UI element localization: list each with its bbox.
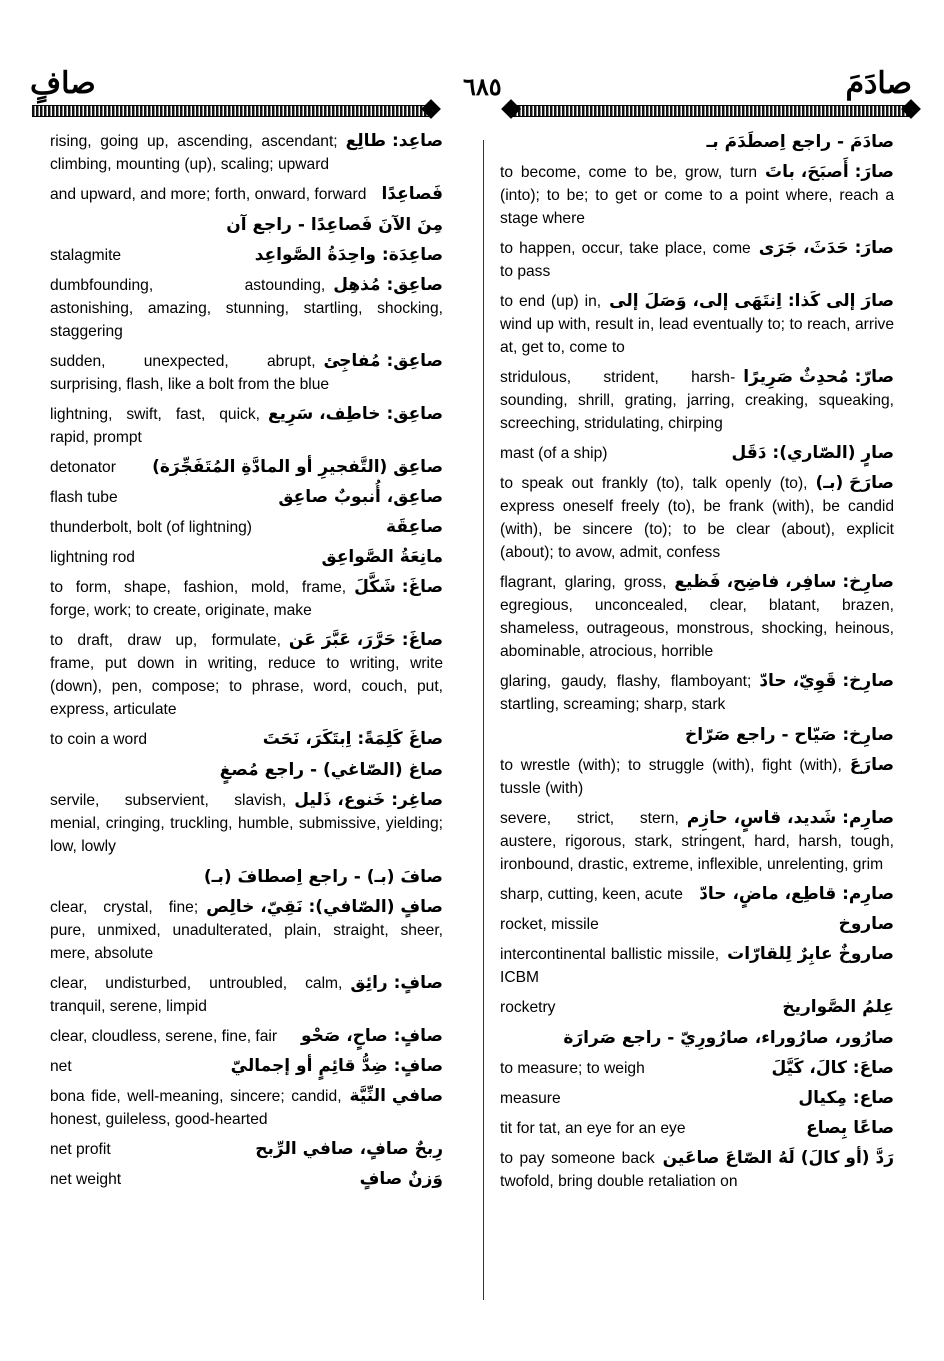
arabic-headword: صارِم: قاطِع، ماضٍ، حادّ <box>699 884 894 904</box>
arabic-headword: رِبحٌ صافٍ، صافي الرِّبح <box>255 1139 443 1159</box>
dictionary-entry <box>500 472 894 564</box>
dictionary-entry <box>500 161 894 230</box>
dictionary-entry <box>50 896 443 965</box>
english-definition: mast (of a ship) <box>500 445 608 462</box>
english-definition: to measure; to weigh <box>500 1060 645 1077</box>
arabic-headword: صاغَ: حَرَّرَ، عَبَّرَ عَن <box>288 630 443 650</box>
english-definition: severe, strict, stern, austere, rigorous, stark, stringent, hard, harsh, tough, ironbound, drastic, extreme, inflexible, unrelenting, grim <box>500 810 894 873</box>
english-definition: thunderbolt, bolt (of lightning) <box>50 519 252 536</box>
dictionary-entry <box>50 972 443 1018</box>
english-definition: to pay someone back twofold, bring double retaliation on <box>500 1150 738 1190</box>
arabic-headword: مانِعَةُ الصَّواعِق <box>321 547 443 567</box>
english-definition: measure <box>500 1090 561 1107</box>
dictionary-entry <box>50 274 443 343</box>
arabic-headword: صاعِق (التَّفجيرِ أو المادَّةِ المُتَفَجِّرَة) <box>152 457 443 477</box>
dictionary-entry <box>500 807 894 876</box>
english-definition: and upward, and more; forth, onward, forward <box>50 186 367 203</box>
dictionary-entry <box>50 1085 443 1131</box>
english-definition: flash tube <box>50 489 118 506</box>
dictionary-entry <box>500 290 894 359</box>
arabic-headword: صارٍ (الصّاري): دَقَل <box>731 443 894 463</box>
dictionary-entry <box>50 1168 443 1191</box>
english-definition: to happen, occur, take place, come to pass <box>500 240 751 280</box>
dictionary-entry <box>50 183 443 206</box>
arabic-headword: صافٍ: رائِق <box>350 973 443 993</box>
dictionary-entry <box>500 754 894 800</box>
dictionary-entry <box>50 456 443 479</box>
arabic-headword: صافٍ: صاحٍ، صَحْو <box>300 1026 443 1046</box>
arabic-headword: صارَحَ (بـ) <box>815 473 894 493</box>
header-rule-right <box>510 105 910 117</box>
arabic-headword: صارَ إلى كَذا: اِنتَهَى إلى، وَصَلَ إلى <box>609 291 894 311</box>
cross-reference: مِنَ الآنَ فَصاعِدًا - راجع آن <box>226 215 443 235</box>
arabic-headword: صاعًا بِصاع <box>806 1118 894 1138</box>
english-definition: net <box>50 1058 72 1075</box>
english-definition: stridulous, strident, harsh-sounding, shrill, grating, jarring, creaking, squeaking, screeching, stridulating, chirping <box>500 369 894 432</box>
dictionary-entry <box>50 403 443 449</box>
dictionary-entry <box>50 546 443 569</box>
arabic-headword: صاغَ: شَكَّلَ <box>354 577 443 597</box>
dictionary-entry <box>500 1147 894 1193</box>
dictionary-entry <box>500 442 894 465</box>
arabic-headword: صارِم: شَديد، قاسٍ، حازِم <box>686 808 894 828</box>
english-definition: clear, cloudless, serene, fine, fair <box>50 1028 278 1045</box>
cross-reference: صادَمَ - راجع اِصطَدَمَ بـ <box>706 132 894 152</box>
english-definition: tit for tat, an eye for an eye <box>500 1120 686 1137</box>
cross-reference: صاغ (الصّاغي) - راجع مُصغٍ <box>219 760 443 780</box>
arabic-headword: صاعِد: طالِع <box>345 131 443 151</box>
english-definition: net weight <box>50 1171 122 1188</box>
english-definition: flagrant, glaring, gross, egregious, unconcealed, clear, blatant, brazen, shameless, outrageous, monstrous, shocking, heinous, abominable, atrocious, horrible <box>500 574 894 660</box>
dictionary-entry <box>50 486 443 509</box>
dictionary-entry <box>50 516 443 539</box>
dictionary-entry <box>50 1138 443 1161</box>
english-definition: to wrestle (with); to struggle (with), fight (with), tussle (with) <box>500 757 842 797</box>
english-definition: to end (up) in, wind up with, result in, lead eventually to; to reach, arrive at, get to, come to <box>500 293 894 356</box>
arabic-headword: صاعِق، أُنبوبٌ صاعِق <box>278 487 443 507</box>
dictionary-entry <box>50 629 443 721</box>
english-definition: to become, come to be, grow, turn (into); to be; to get or come to a point where, reach a stage where <box>500 164 894 227</box>
arabic-headword: صاروخ <box>838 914 894 934</box>
cross-reference: صارُور، صارُوراء، صارُورِيّ - راجع صَرارَة <box>563 1028 894 1048</box>
cross-reference: صارِخ: صَيّاح - راجع صَرّاخ <box>685 725 894 745</box>
arabic-headword: صاغِر: خَنوع، ذَليل <box>294 790 443 810</box>
right-guide-word: صادَمَ <box>845 66 912 101</box>
english-definition: to form, shape, fashion, mold, frame, forge, work; to create, originate, make <box>50 579 347 619</box>
arabic-headword: صارّ: مُحدِثٌ صَرِيرًا <box>743 367 894 387</box>
dictionary-entry <box>500 996 894 1019</box>
arabic-headword: صاعَ: كالَ، كَيَّلَ <box>771 1058 894 1078</box>
left-column <box>50 130 443 1198</box>
dictionary-entry <box>50 244 443 267</box>
page-number: ٦٨٥ <box>463 72 502 101</box>
dictionary-entry <box>50 576 443 622</box>
english-definition: clear, crystal, fine; pure, unmixed, unadulterated, plain, straight, sheer, mere, absolute <box>50 899 443 962</box>
cross-reference: صافَ (بـ) - راجع اِصطافَ (بـ) <box>203 867 443 887</box>
arabic-headword: صاروخٌ عابِرٌ لِلقارّات <box>727 944 894 964</box>
english-definition: dumbfounding, astounding, astonishing, amazing, stunning, startling, shocking, staggering <box>50 277 443 340</box>
english-definition: sharp, cutting, keen, acute <box>500 886 683 903</box>
english-definition: clear, undisturbed, untroubled, calm, tranquil, serene, limpid <box>50 975 343 1015</box>
arabic-headword: صاعِقَة <box>386 517 443 537</box>
english-definition: glaring, gaudy, flashy, flamboyant; startling, screaming; sharp, stark <box>500 673 752 713</box>
dictionary-entry <box>500 1057 894 1080</box>
arabic-headword: صاعِق: خاطِف، سَرِيع <box>267 404 443 424</box>
header-rule-left <box>32 105 432 117</box>
dictionary-entry <box>50 130 443 176</box>
dictionary-entry <box>50 350 443 396</box>
english-definition: lightning, swift, fast, quick, rapid, prompt <box>50 406 260 446</box>
dictionary-entry <box>500 1117 894 1140</box>
dictionary-entry <box>50 728 443 751</box>
arabic-headword: صارَ: حَدَثَ، جَرَى <box>758 238 894 258</box>
dictionary-entry <box>500 883 894 906</box>
arabic-headword: صارَ: أَصبَحَ، باتَ <box>765 162 894 182</box>
page-header <box>0 64 944 124</box>
english-definition: lightning rod <box>50 549 135 566</box>
english-definition: net profit <box>50 1141 111 1158</box>
right-column <box>500 130 894 1200</box>
arabic-headword: صافٍ: ضِدُّ قائِمٍ أو إجماليّ <box>230 1056 443 1076</box>
arabic-headword: صافٍ (الصّافي): نَقِيّ، خالِص <box>206 897 443 917</box>
dictionary-entry <box>500 1087 894 1110</box>
dictionary-entry <box>500 670 894 716</box>
dictionary-entry <box>500 237 894 283</box>
arabic-headword: صاعِدَة: واحِدَةُ الصَّواعِد <box>254 245 443 265</box>
arabic-headword: صاعِق: مُفاجِئ <box>323 351 443 371</box>
english-definition: sudden, unexpected, abrupt, surprising, flash, like a bolt from the blue <box>50 353 330 393</box>
dictionary-entry <box>500 943 894 989</box>
english-definition: bona fide, well-meaning, sincere; candid, honest, guileless, good-hearted <box>50 1088 342 1128</box>
column-divider <box>483 140 484 1300</box>
arabic-headword: عِلمُ الصَّواريخ <box>782 997 894 1017</box>
arabic-headword: فَصاعِدًا <box>381 184 443 204</box>
english-definition: to draft, draw up, formulate, frame, put down in writing, reduce to writing, write (down), pen, compose; to phrase, word, couch, put, express, articulate <box>50 632 443 718</box>
arabic-headword: صاعِق: مُذهِل <box>333 275 443 295</box>
english-definition: stalagmite <box>50 247 122 264</box>
english-definition: rocket, missile <box>500 916 599 933</box>
dictionary-entry <box>500 571 894 663</box>
arabic-headword: صاغَ كَلِمَةً: اِبتَكَرَ، نَحَتَ <box>262 729 443 749</box>
arabic-headword: صارِخ: قَوِيّ، حادّ <box>759 671 894 691</box>
arabic-headword: وَزنٌ صافٍ <box>359 1169 443 1189</box>
english-definition: to coin a word <box>50 731 148 748</box>
arabic-headword: صاع: مِكيال <box>798 1088 894 1108</box>
dictionary-entry <box>50 1055 443 1078</box>
english-definition: intercontinental ballistic missile, ICBM <box>500 946 720 986</box>
dictionary-entry <box>500 366 894 435</box>
english-definition: detonator <box>50 459 116 476</box>
arabic-headword: صافي النِّيَّة <box>349 1086 443 1106</box>
english-definition: servile, subservient, slavish, menial, cringing, truckling, humble, submissive, yielding; low, lowly <box>50 792 443 855</box>
arabic-headword: رَدَّ (أو كالَ) لَهُ الصّاعَ صاعَين <box>662 1148 894 1168</box>
dictionary-entry <box>50 789 443 858</box>
left-guide-word: صافٍ <box>30 66 96 101</box>
arabic-headword: صارَعَ <box>849 755 894 775</box>
dictionary-entry <box>500 913 894 936</box>
arabic-headword: صارِخ: سافِر، فاضِح، فَظيع <box>674 572 894 592</box>
english-definition: to speak out frankly (to), talk openly (to), express oneself freely (to), be frank (with), be candid (with), be sincere (to); to be clear (about), explicit (about); to avow, admit, confess <box>500 475 894 561</box>
english-definition: rising, going up, ascending, ascendant; climbing, mounting (up), scaling; upward <box>50 133 338 173</box>
dictionary-entry <box>50 1025 443 1048</box>
english-definition: rocketry <box>500 999 556 1016</box>
